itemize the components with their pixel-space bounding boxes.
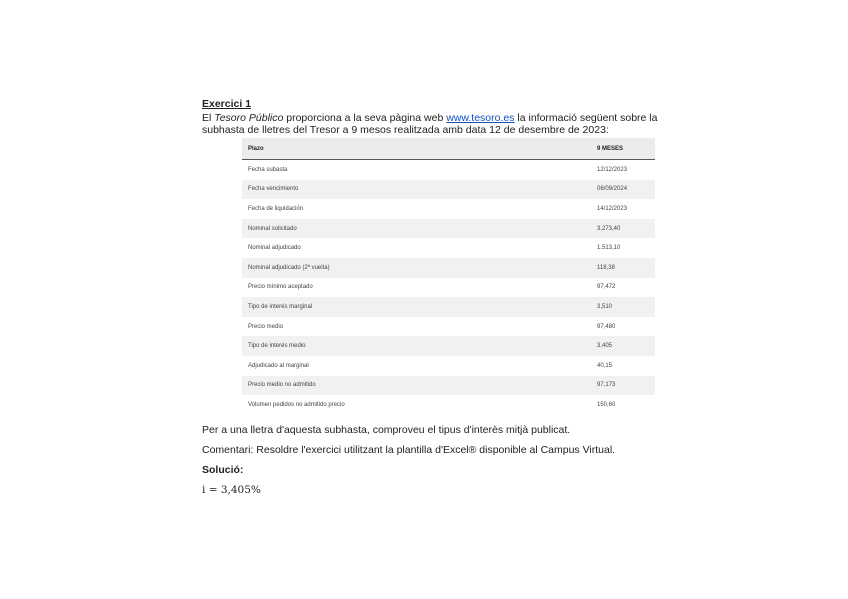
row-value: 3.273,40 [591, 219, 655, 239]
exercise-intro [202, 112, 697, 136]
row-label: Fecha vencimiento [242, 180, 591, 200]
header-plazo: Plazo [242, 138, 591, 160]
row-label: Precio medio no admitido [242, 376, 591, 396]
row-value: 1.513,10 [597, 245, 621, 252]
row-value: 150,60 [597, 401, 616, 408]
row-value: 97,173 [591, 376, 655, 396]
table-row [242, 336, 655, 356]
table-row [242, 219, 655, 239]
table-row [242, 376, 655, 396]
row-label: Nominal adjudicado (2ª vuelta) [242, 258, 591, 278]
row-value: 3,510 [591, 297, 655, 317]
row-label: Adjudicado al marginal [248, 362, 309, 369]
row-value: 3,405 [591, 336, 655, 356]
row-value: 97,480 [597, 323, 616, 330]
exercise-followup [202, 424, 722, 504]
table-row [242, 258, 655, 278]
row-label: Nominal solicitado [242, 219, 591, 239]
solution-value: i = 3,405% [202, 484, 261, 496]
row-label: Precio medio [248, 323, 284, 330]
table-row [242, 180, 655, 200]
intro-text-1: El [202, 112, 215, 124]
row-label: Nominal adjudicado [248, 245, 301, 252]
comment-text: Comentari: Resoldre l'exercici utilitzant la plantilla d'Excel® disponible al Campus Virtual. [202, 444, 616, 456]
table-row [242, 395, 655, 415]
exercise-title: Exercici 1 [202, 98, 252, 110]
row-value: 40,15 [597, 362, 613, 369]
exercise-block [202, 98, 702, 408]
row-label: Fecha de liquidación [248, 205, 304, 212]
table-row [242, 356, 655, 376]
row-label: Fecha subasta [248, 166, 288, 173]
auction-table-wrapper [242, 138, 655, 415]
table-row [242, 317, 655, 337]
row-value: 14/12/2023 [597, 205, 628, 212]
row-value: 12/12/2023 [597, 166, 628, 173]
auction-table [242, 138, 655, 415]
tesoro-link[interactable]: www.tesoro.es [446, 112, 515, 124]
row-value: 118,38 [591, 258, 655, 278]
row-value: 97,472 [597, 284, 616, 291]
header-9-meses: 9 MESES [591, 138, 655, 160]
table-row [242, 238, 655, 258]
solution-label: Solució: [202, 464, 244, 476]
intro-italic: Tesoro Público [214, 112, 284, 124]
table-row [242, 199, 655, 219]
table-row [242, 297, 655, 317]
table-header-row [242, 138, 655, 160]
row-label: Precio mínimo aceptado [248, 284, 313, 291]
intro-text-2: proporciona a la seva pàgina web [283, 112, 447, 124]
table-row [242, 278, 655, 298]
table-row [242, 160, 655, 180]
intro-text-3: la informació següent sobre la subhasta de lletres del Tresor a 9 mesos realitzada amb data 12 de desembre de 2023: [202, 112, 658, 136]
row-label: Tipo de interés medio [242, 336, 591, 356]
row-label: Volumen pedidos no admitido precio [248, 401, 345, 408]
row-label: Tipo de interés marginal [242, 297, 591, 317]
row-value: 06/09/2024 [591, 180, 655, 200]
question-text: Per a una lletra d'aquesta subhasta, comproveu el tipus d'interès mitjà publicat. [202, 424, 571, 436]
